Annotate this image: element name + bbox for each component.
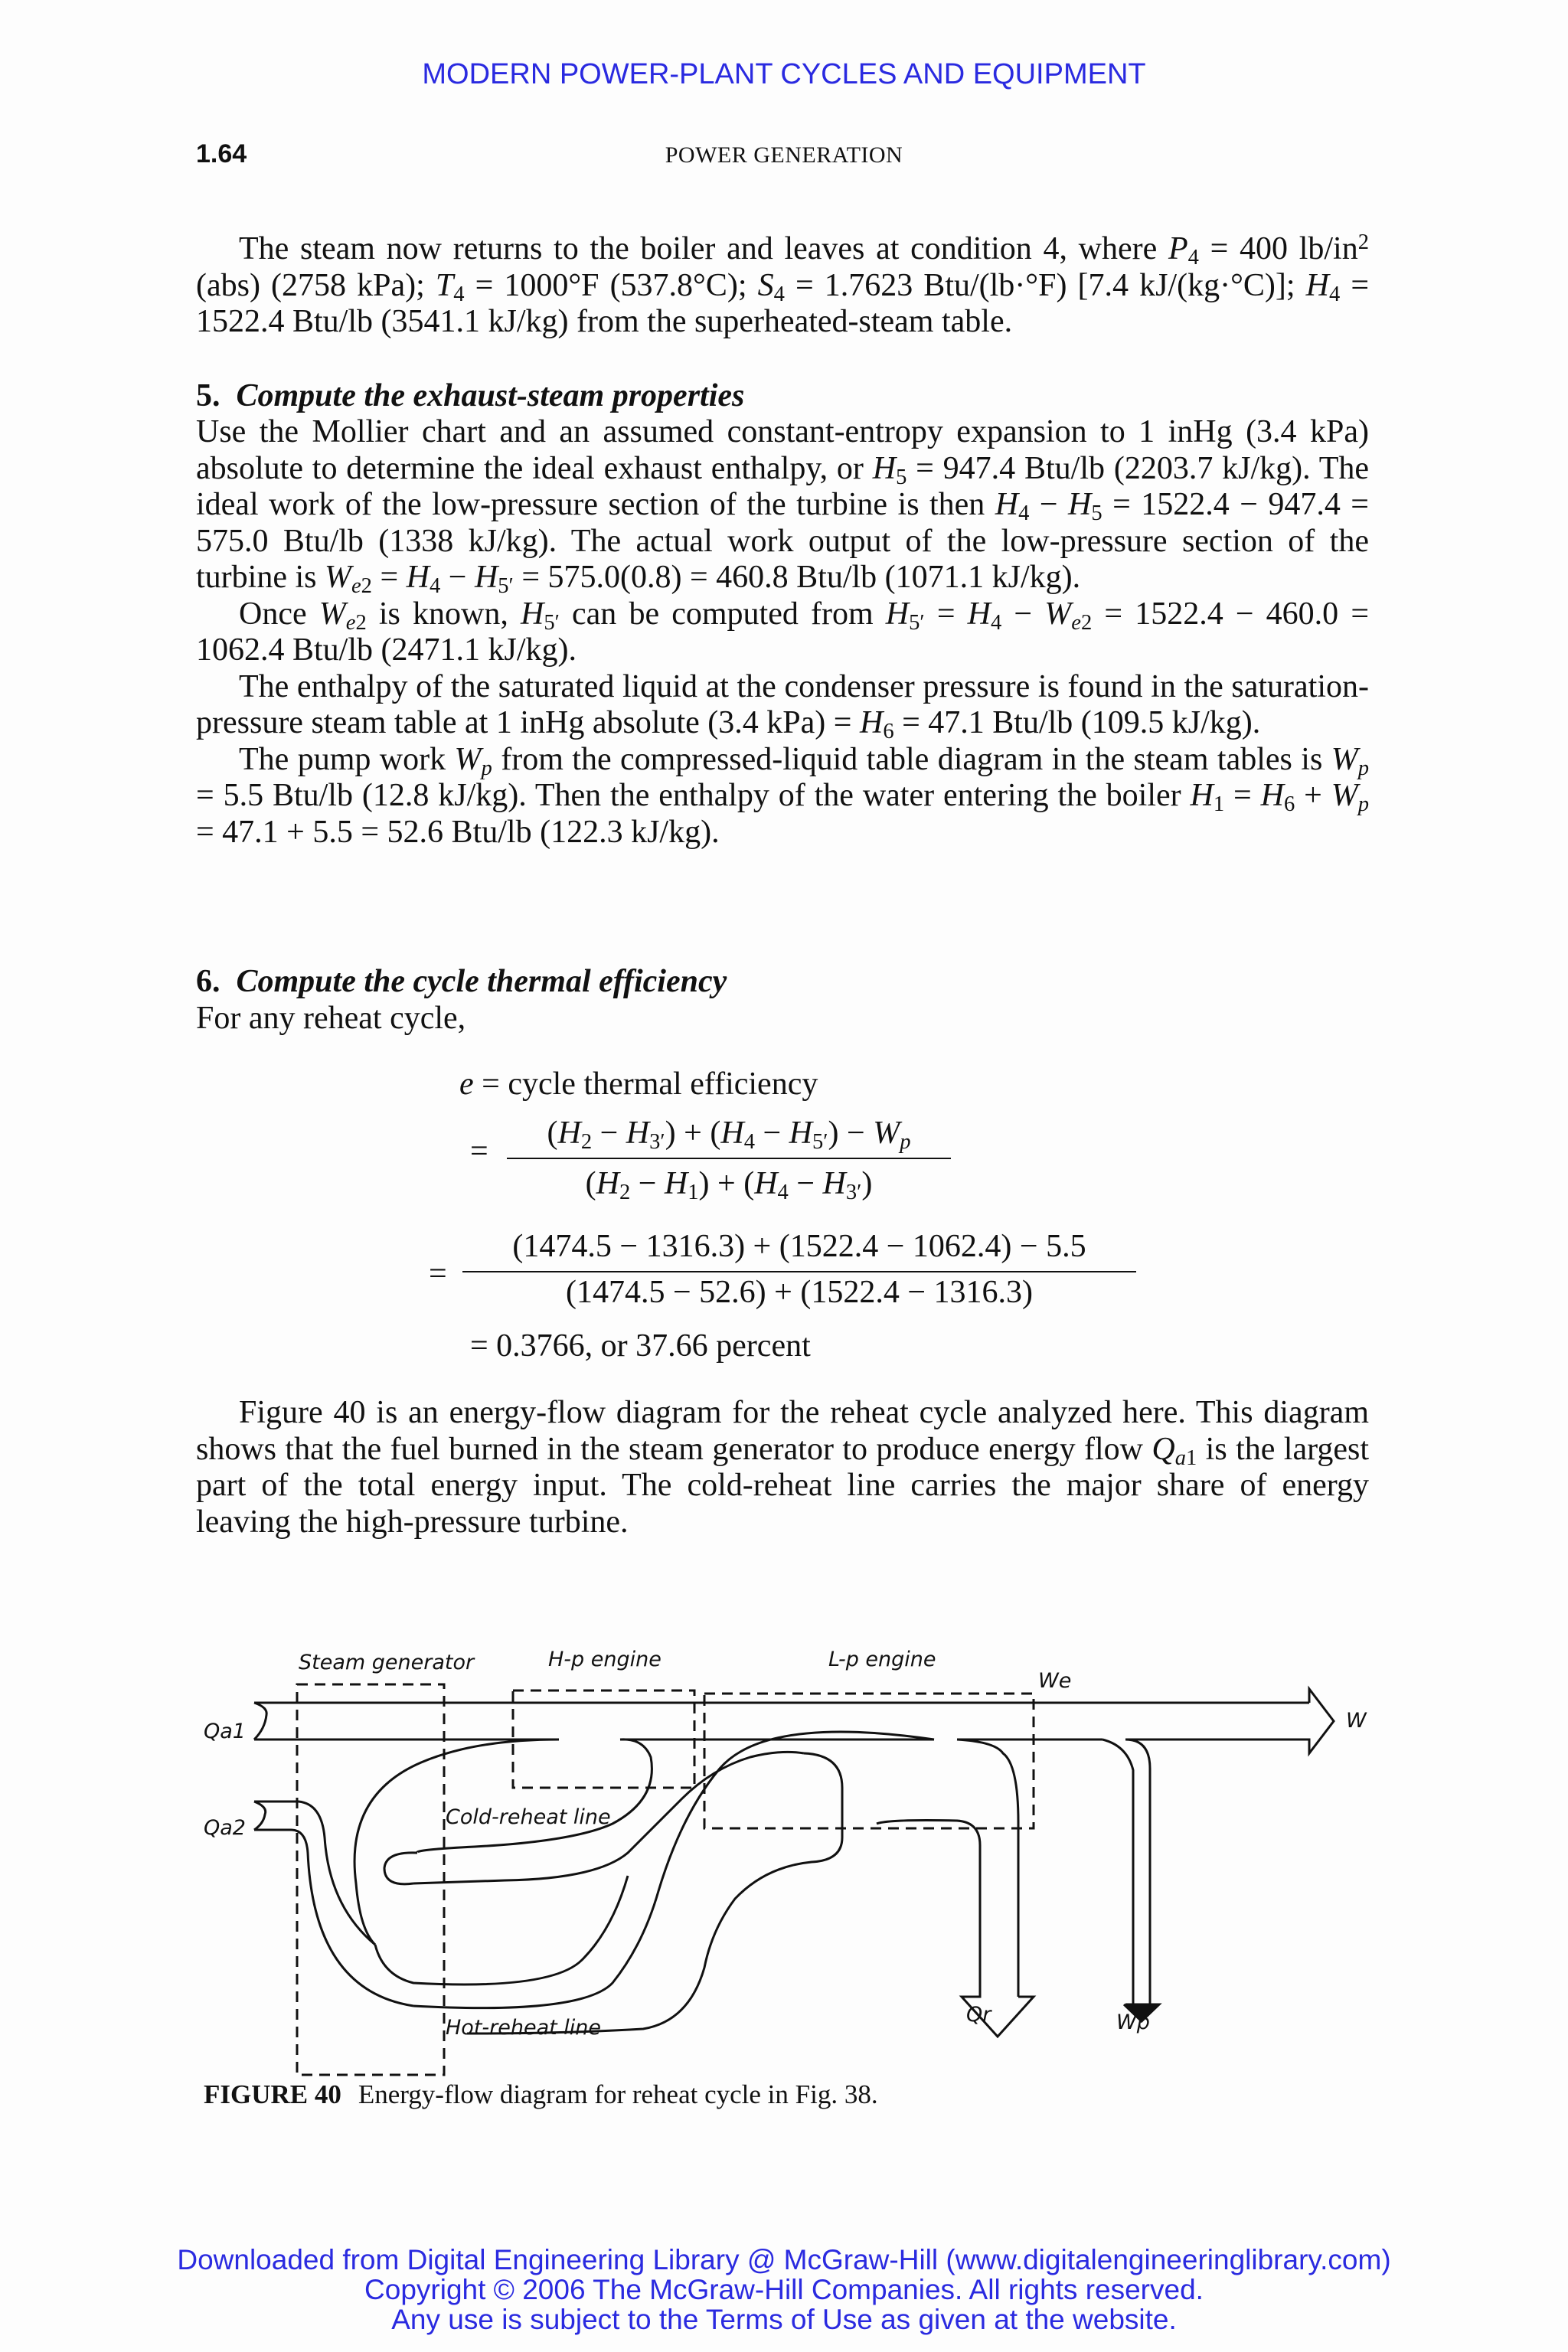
label-w: W: [1346, 1709, 1367, 1733]
footer-notice: [0, 2245, 1568, 2334]
running-head: POWER GENERATION: [665, 142, 903, 168]
condenser-loss-band: [804, 1753, 842, 1838]
lp-engine-box: [704, 1694, 1034, 1828]
label-hp-engine: H-p engine: [548, 1648, 662, 1671]
label-hot-reheat-line: Hot-reheat line: [446, 2016, 602, 2040]
section-6-number: 6.: [196, 964, 220, 999]
section-5-title: Compute the exhaust-steam properties: [236, 378, 745, 413]
section-5-number: 5.: [196, 378, 220, 413]
footer-download-link[interactable]: Downloaded from Digital Engineering Library @ McGraw-Hill (www.digitalengineeringlibrary.com): [177, 2244, 1391, 2275]
steam-generator-box: [297, 1684, 444, 2075]
footer-terms-link[interactable]: Any use is subject to the Terms of Use as given at the website.: [391, 2304, 1177, 2335]
label-wp: Wp: [1116, 2011, 1150, 2034]
label-qa2: Qa2: [204, 1816, 246, 1840]
fraction-1-denominator: $(H_2 - H_1) + (H_4 - H_{3'})$: [585, 1166, 873, 1205]
section-5-paragraph-4: The pump work $W_p$ from the compressed-liquid table diagram in the steam tables is $W_p = 5.5$ Btu/lb (12.8 kJ/kg). Then the enthalpy of the water entering the boiler $H_1 = H_6 + W_p = 47.1 + 5.5 = 52.6$ Btu/lb (122.3 kJ/kg).: [196, 741, 1370, 850]
section-5-paragraph-3: The enthalpy of the saturated liquid at the condenser pressure is found in the saturation-pressure steam table at 1 inHg absolute (3.4 $kPa) = H_6 = 47.1$ Btu/lb (109.5 kJ/kg).: [196, 668, 1369, 744]
section-5-body: [196, 414, 1369, 851]
label-qa1: Qa1: [204, 1720, 246, 1743]
label-cold-reheat-line: Cold-reheat line: [446, 1805, 611, 1829]
section-6-title: Compute the cycle thermal efficiency: [236, 964, 727, 999]
equals-sign-2: =: [429, 1256, 447, 1292]
equation-line-1: e = cycle thermal efficiency: [459, 1067, 818, 1102]
book-title-link[interactable]: MODERN POWER-PLANT CYCLES AND EQUIPMENT: [422, 58, 1146, 90]
label-qr: Qr: [966, 2003, 991, 2027]
label-steam-generator: Steam generator: [299, 1651, 475, 1674]
hot-reheat-band: [413, 1732, 934, 2008]
figure-caption-text: Energy-flow diagram for reheat cycle in Fig. 38.: [358, 2079, 878, 2109]
qa2-input-band: [254, 1802, 266, 1830]
section-6-lead: For any reheat cycle,: [196, 1001, 466, 1036]
footer-copyright: Copyright © 2006 The McGraw-Hill Companies. All rights reserved.: [364, 2274, 1204, 2305]
intro-paragraph: The steam now returns to the boiler and leaves at condition 4, where $P_4 = 400$ $lb/in^2$ (abs) (2758 kPa); $T_4 = 1000^\circ F$ (537.8°C); $S_4 = 1.7623$ Btu/(lb·°F) [7.4 kJ/(kg·°C)]; $H_4 = 1522.4$ Btu/lb (3541.1 kJ/kg) from the superheated-steam table.: [196, 230, 1370, 339]
main-flow-band: [254, 1703, 266, 1740]
fraction-1-bar: [507, 1158, 951, 1159]
figure-caption-label: FIGURE 40: [204, 2079, 341, 2109]
label-lp-engine: L-p engine: [828, 1648, 936, 1671]
fraction-2-bar: [462, 1271, 1136, 1272]
section-5-heading: [196, 377, 744, 414]
fraction-1-numerator: $(H_2 - H_{3'}) + (H_4 - H_{5'}) - W_p$: [547, 1116, 911, 1155]
section-5-paragraph-1: Use the Mollier chart and an assumed constant-entropy expansion to 1 inHg (3.4 kPa) absolute to determine the ideal exhaust enthalpy, or $H_5 = 947.4$ Btu/lb (2203.7 kJ/kg). The ideal work of the low-pressure section of the turbine is then $H_4 - H_5 = 1522.4 - 947.4 = 575.0$ Btu/lb (1338 kJ/kg). The actual work output of the low-pressure section of the turbine is $W_{e2} = H_4 - H_{5'} = 575.0(0.8) = 460.8$ Btu/lb (1071.1 kJ/kg).: [196, 414, 1369, 599]
page-number: 1.64: [196, 139, 247, 168]
section-5-paragraph-2: Once $W_{e2}$ is known, $H_{5'}$ can be computed from $H_{5'} = H_4 - W_{e2} = 1522.4 - 460.0 = 1062.4$ Btu/lb (2471.1 kJ/kg).: [196, 596, 1370, 668]
pump-work-band: [1125, 1740, 1150, 2004]
section-6-heading: [196, 963, 727, 1000]
closing-paragraph: Figure 40 is an energy-flow diagram for the reheat cycle analyzed here. This diagram shows that the fuel burned in the steam generator to produce energy flow $Q_{a1}$ is the largest part of the total energy input. The cold-reheat line carries the major share of energy leaving the high-pressure turbine.: [196, 1395, 1369, 1540]
figure-caption: [204, 2079, 878, 2110]
fraction-2-denominator: (1474.5 − 52.6) + (1522.4 − 1316.3): [565, 1275, 1033, 1310]
label-we: We: [1038, 1669, 1072, 1693]
equation-result: = 0.3766, or 37.66 percent: [470, 1328, 811, 1364]
energy-flow-diagram: [184, 1623, 1378, 2082]
fraction-2-numerator: (1474.5 − 1316.3) + (1522.4 − 1062.4) − 5.5: [512, 1229, 1086, 1264]
equals-sign-1: =: [470, 1134, 488, 1169]
